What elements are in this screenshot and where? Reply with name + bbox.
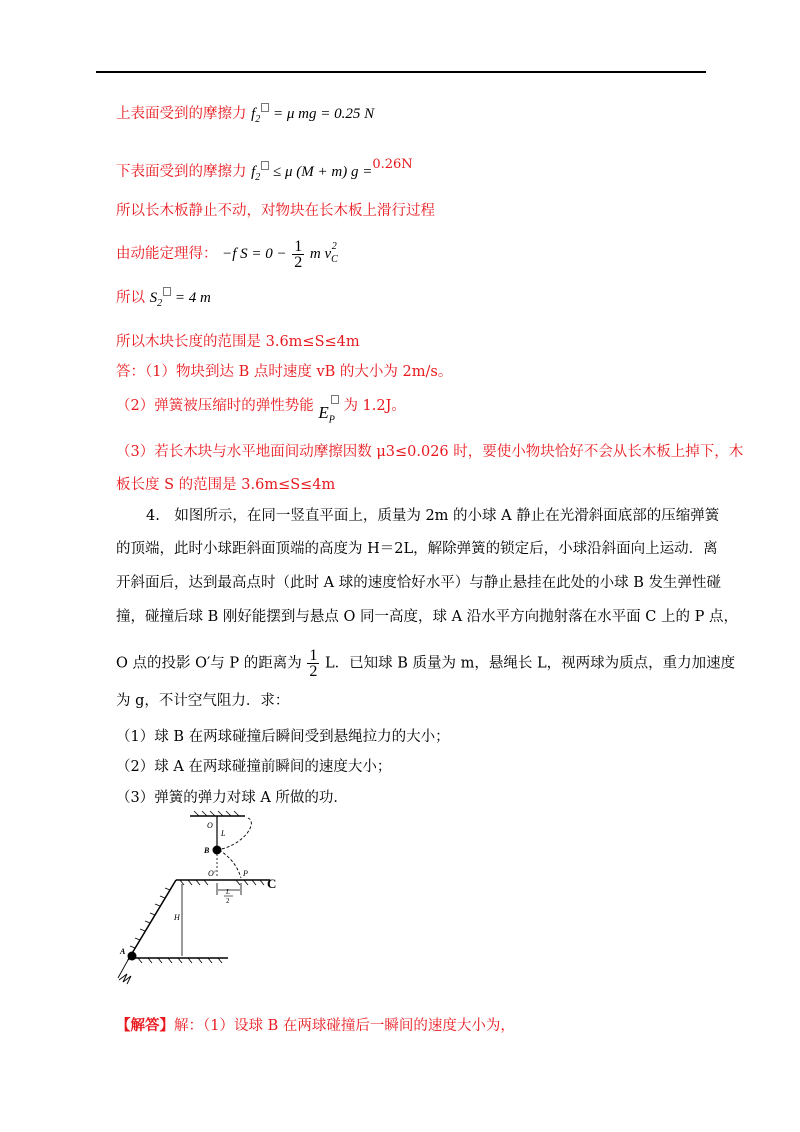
label-l2-den: 2 [226,897,230,905]
physics-diagram [110,810,290,990]
friction-upper-line [116,103,374,131]
question-2: （2）球 A 在两球碰撞前瞬间的速度大小； [116,759,392,775]
answer-2-value: 为 1.2J。 [343,398,406,414]
label-a: A [120,947,126,956]
length-result-line [116,287,211,315]
energy-theorem-line [116,236,337,271]
problem-line-5b: L．已知球 B 质量为 m，悬绳长 L，视两球为质点，重力加速度 [324,655,736,672]
label-l2-num: L [226,888,230,896]
answer-2-label: （2）弹簧被压缩时的弹性势能 [116,398,314,414]
problem-line-5 [116,648,735,679]
label-b: B [204,846,210,855]
question-3: （3）弹簧的弹力对球 A 所做的功． [116,790,348,806]
energy-left-math: −f S = 0 − [222,246,287,262]
friction-upper-math: = μ mg = 0.25 N [273,106,375,122]
range-line: 所以木块长度的范围是 3.6m≤S≤4m [116,334,360,350]
problem-line-5a: O 点的投影 O′与 P 的距离为 [116,655,302,672]
label-o: O [207,821,213,830]
friction-lower-math: ≤ μ (M + m) g = [273,164,373,180]
label-c: C [267,876,277,891]
problem-line-2: 的顶端，此时小球距斜面顶端的高度为 H＝2L，解除弹簧的锁定后，小球沿斜面向上运动．离 [116,541,718,557]
label-h: H [174,913,180,922]
label-p: P [243,869,248,878]
half-fraction: $\frac{1}{2}$ [294,237,303,271]
friction-lower-formula: $f_2 \le \mu$ (M + m) g = [251,164,372,180]
energy-theorem-formula [222,246,287,262]
length-result-formula: $S_2 = 4$ m [150,290,211,306]
half-fraction-problem: $\frac{1}{2}$ [309,647,318,680]
energy-right-formula: m $v_C^2$ [309,241,338,265]
problem-line-3: 开斜面后，达到最高点时（此时 A 球的速度恰好水平）与静止悬挂在此处的小球 B 发生弹性碰 [116,575,722,591]
length-result-math: = 4 m [174,290,211,306]
elastic-energy-symbol: $E_P$ [318,403,335,426]
answer-tag: 【解答】 [116,1017,174,1034]
header-rule [96,71,706,73]
answer-1-line: 答：（1）物块到达 B 点时速度 vB 的大小为 2m/s。 [116,364,453,380]
answer-text: 解：（1）设球 B 在两球碰撞后一瞬间的速度大小为， [174,1018,515,1034]
answer-3-line: （3）若长木块与水平地面间动摩擦因数 μ3≤0.026 时，要使小物块恰好不会从长木板上掉下，木 [116,444,744,460]
problem-line-4: 撞，碰撞后球 B 刚好能摆到与悬点 O 同一高度，球 A 沿水平方向抛射落在水平面 C 上的 P 点， [116,609,738,625]
friction-upper-formula: $f_2 = \mu$ mg = 0.25 N [251,106,374,122]
board-static-line: 所以长木板静止不动，对物块在长木板上滑行过程 [116,203,435,219]
problem-line-1: 4. 如图所示，在同一竖直平面上，质量为 2m 的小球 A 静止在光滑斜面底部的压缩弹簧 [146,508,720,524]
problem-line-6: 为 g，不计空气阻力．求： [116,693,290,709]
question-1: （1）球 B 在两球碰撞后瞬间受到悬绳拉力的大小； [116,729,450,745]
answer-2-line [116,395,406,431]
label-l: L [221,829,226,838]
label-o-prime: O′ [208,869,216,878]
friction-lower-value: 0.26N [372,157,413,172]
answer-start-line [116,1015,515,1037]
energy-right-math: m v [309,246,332,262]
energy-theorem-label: 由动能定理得： [116,246,218,262]
friction-upper-label: 上表面受到的摩擦力 [116,106,247,122]
friction-lower-line [116,154,413,189]
answer-3-cont-line: 板长度 S 的范围是 3.6m≤S≤4m [116,477,336,493]
friction-lower-label: 下表面受到的摩擦力 [116,164,247,180]
length-result-label: 所以 [116,290,145,306]
